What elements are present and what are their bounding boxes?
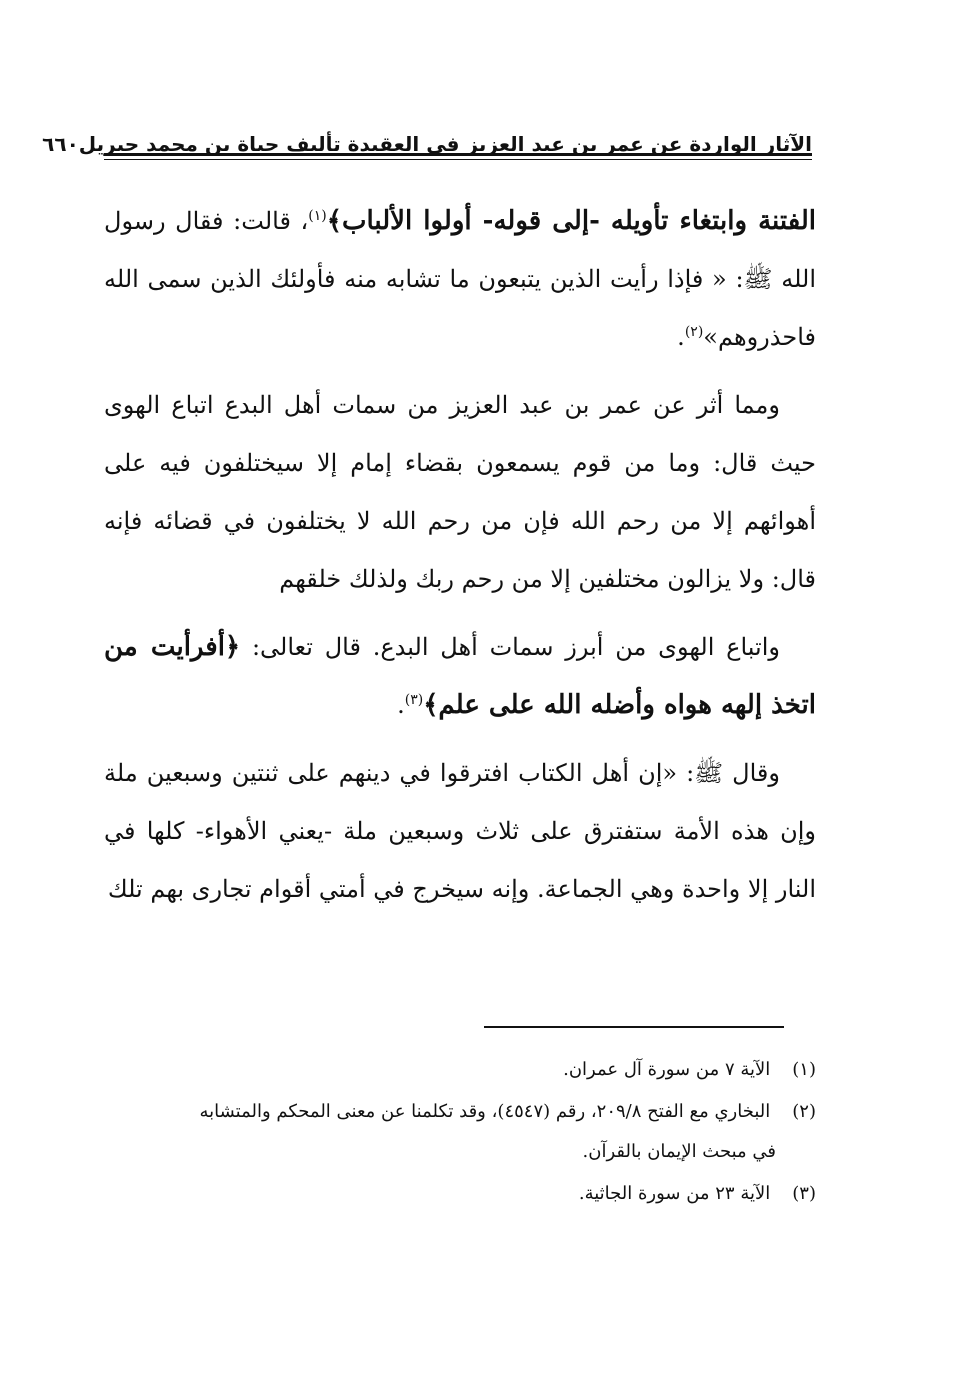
footnote-number: (١) bbox=[792, 1059, 816, 1080]
header-rule-thin bbox=[104, 159, 812, 160]
body-text bbox=[104, 192, 816, 928]
quran-verse-2: ﴿أفرأيت من اتخذ إلهه هواه وأضله الله على علم﴾ bbox=[104, 632, 816, 720]
hadith-quote-1: « فإذا رأيت الذين يتبعون ما تشابه منه فأولئك الذين سمى الله فاحذروهم» bbox=[104, 265, 816, 351]
paragraph-4: وقال ﷺ: «إن أهل الكتاب افترقوا في دينهم على ثنتين وسبعين ملة وإن هذه الأمة ستفترق على ثلاث وسبعين ملة -يعني الأهواء- كلها في النار إلا واحدة وهي الجماعة. وإنه سيخرج في أمتي أقوام تجارى بهم تلك bbox=[104, 759, 816, 903]
paragraph-1-end: . bbox=[677, 323, 685, 351]
footnote-2 bbox=[104, 1092, 816, 1172]
page-header bbox=[42, 118, 812, 156]
paragraph-1-text: ، قالت: فقال رسول الله ﷺ: bbox=[104, 207, 816, 293]
paragraph-3-text: واتباع الهوى من أبرز سمات أهل البدع. قال تعالى: bbox=[251, 633, 780, 661]
header-rule-thick bbox=[104, 153, 812, 156]
footnote-text: الآية ٢٣ من سورة الجاثية. bbox=[578, 1183, 771, 1204]
footnote-number: (٣) bbox=[792, 1183, 816, 1204]
paragraph-3-end: . bbox=[397, 691, 405, 719]
footnote-number: (٢) bbox=[792, 1101, 816, 1122]
footnote-text: البخاري مع الفتح ٢٠٩/٨، رقم (٤٥٤٧)، وقد تكلمنا عن معنى المحكم والمتشابه bbox=[199, 1101, 771, 1122]
quran-verse-1: الفتنة وابتغاء تأويله -إلى قوله- أولوا الألباب bbox=[342, 206, 817, 236]
footnotes bbox=[104, 1050, 816, 1216]
footnote-ref-1[interactable]: (١) bbox=[308, 208, 327, 224]
running-title: الآثار الواردة عن عمر بن عبد العزيز في العقيدة تأليف حياة بن محمد جبريل bbox=[78, 132, 812, 156]
footnote-1 bbox=[104, 1050, 816, 1090]
footnote-ref-3[interactable]: (٣) bbox=[404, 692, 424, 708]
quran-bracket-close: ﴾ bbox=[326, 206, 342, 236]
paragraph-3 bbox=[104, 618, 816, 734]
footnote-text: الآية ٧ من سورة آل عمران. bbox=[563, 1059, 771, 1080]
footnote-separator bbox=[484, 1026, 784, 1028]
paragraph-2: ومما أثر عن عمر بن عبد العزيز من سمات أهل البدع اتباع الهوى حيث قال: وما من قوم يسمعون بقضاء إمام إلا سيختلفون فيه على أهوائهم إلا من رحم الله فإن من رحم الله لا يختلفون في قضائه فإنه قال: ولا يزالون مختلفين إلا من رحم ربك ولذلك خلقهم bbox=[104, 391, 817, 593]
paragraph-1 bbox=[104, 192, 816, 366]
footnote-text-continued: في مبحث الإيمان بالقرآن. bbox=[582, 1141, 776, 1162]
footnote-3 bbox=[104, 1174, 816, 1214]
footnote-ref-2[interactable]: (٢) bbox=[684, 324, 704, 340]
page-number: ٦٦٠ bbox=[42, 132, 79, 156]
